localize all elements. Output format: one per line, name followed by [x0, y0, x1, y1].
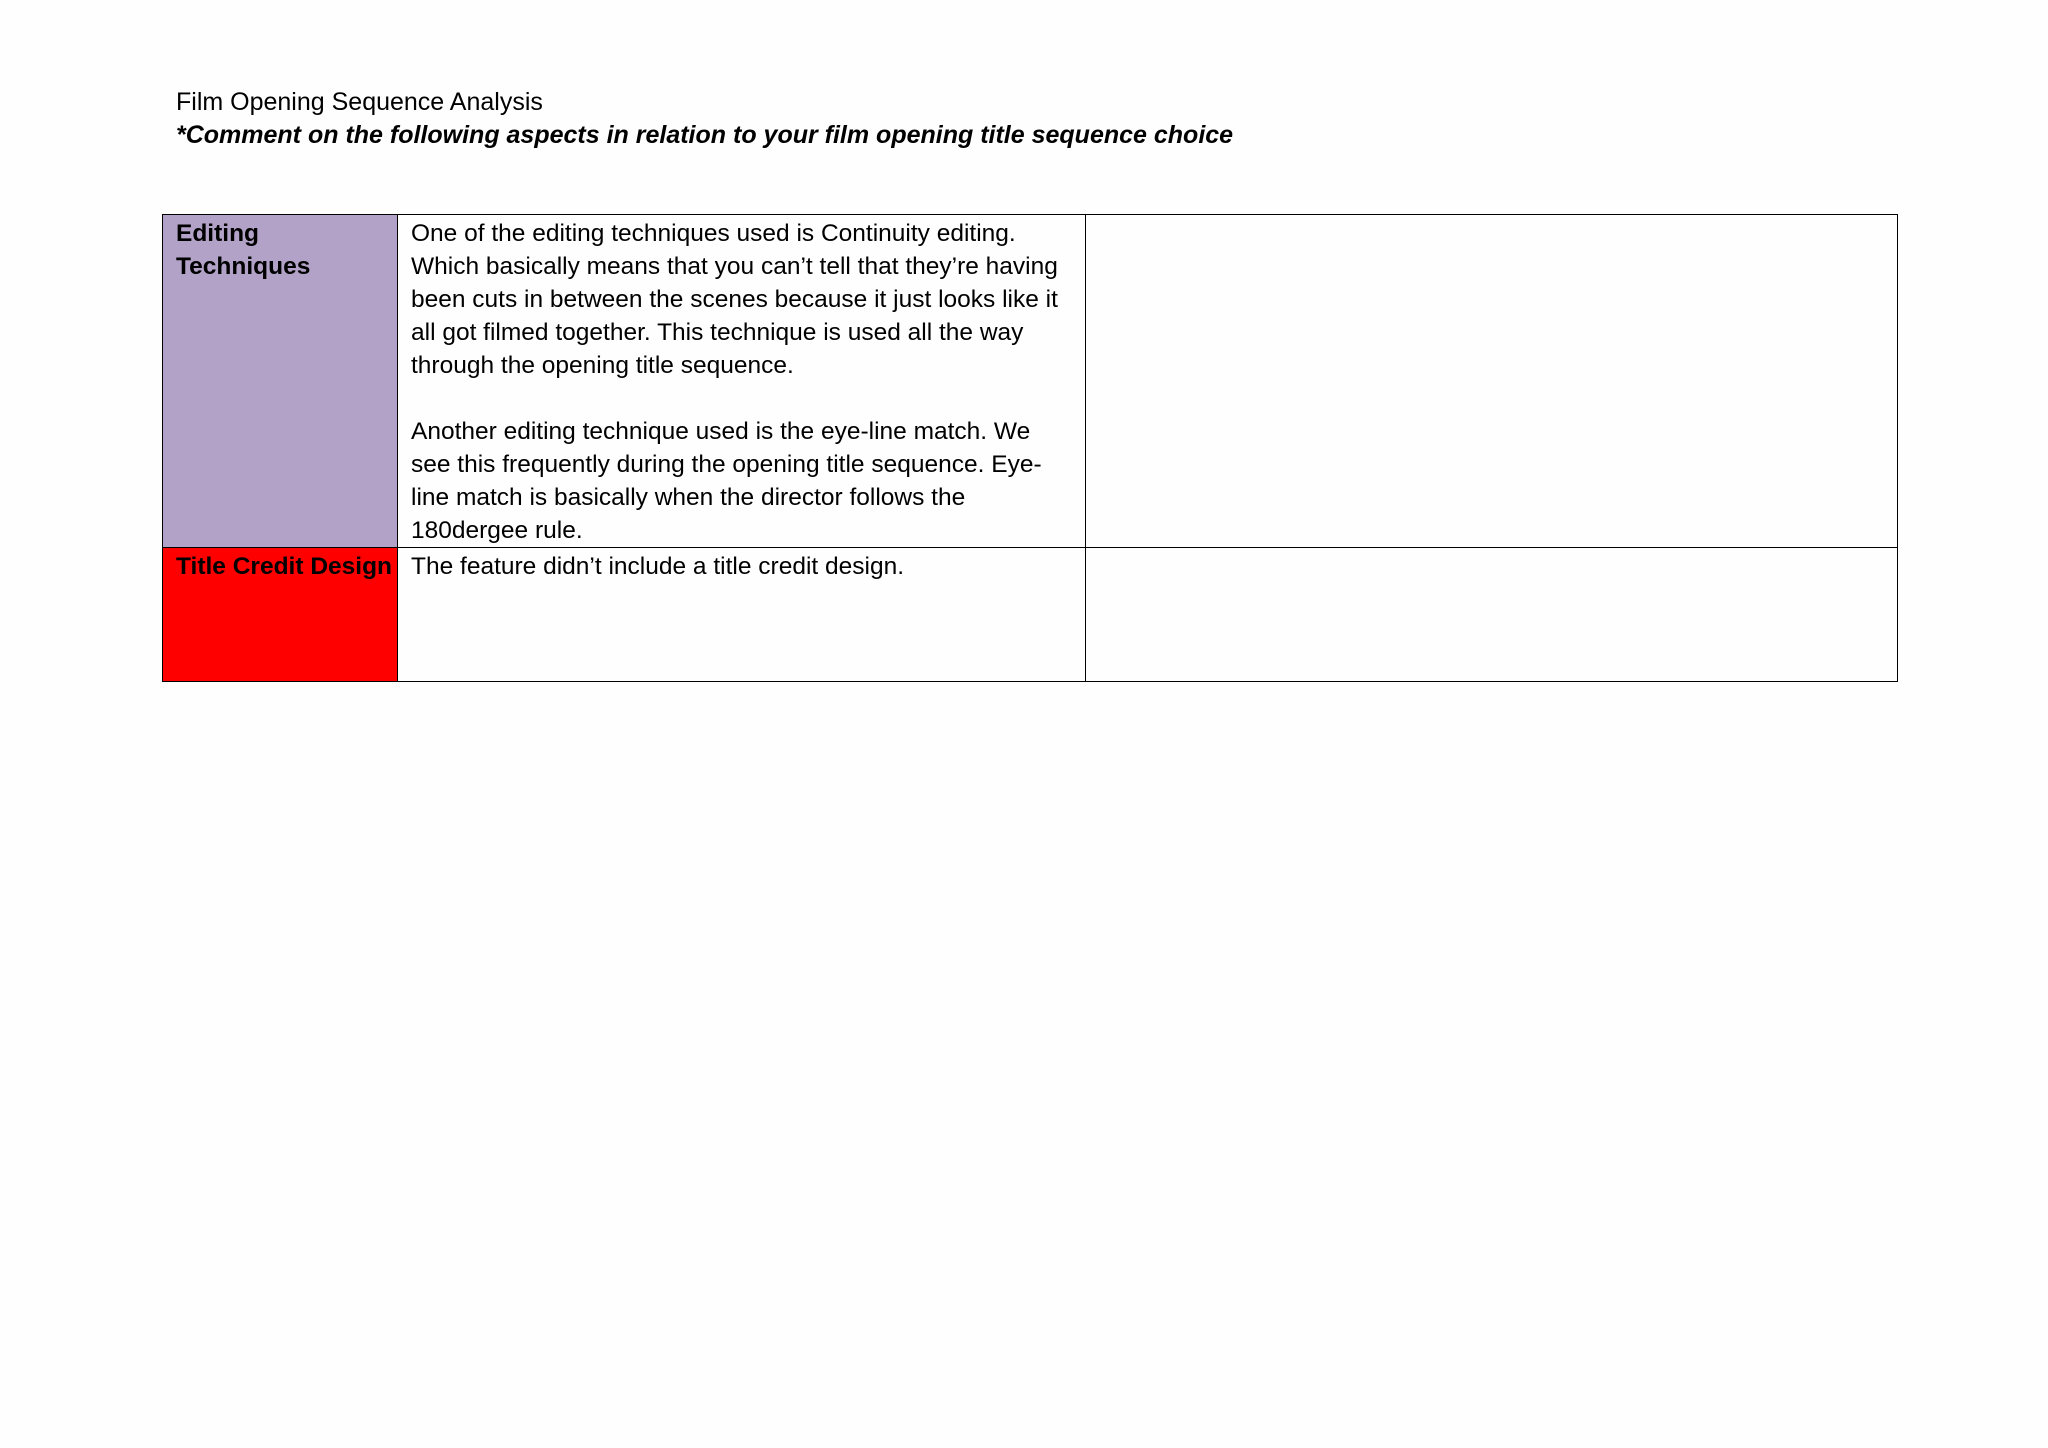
- row-content-title-credit-design[interactable]: [398, 548, 1086, 682]
- document-title: Film Opening Sequence Analysis: [176, 88, 543, 116]
- table-row: [163, 215, 1898, 548]
- content-paragraph: Another editing technique used is the eye-line match. We see this frequently during the opening title sequence. Eye-line match is basically when the director follows the 180dergee rule.: [411, 418, 1042, 544]
- row-label-title-credit-design[interactable]: Title Credit Design: [163, 548, 398, 682]
- table-row: [163, 548, 1898, 682]
- analysis-table: [162, 214, 1898, 682]
- row-content-editing-techniques[interactable]: [398, 215, 1086, 548]
- row-notes-title-credit-design[interactable]: [1086, 548, 1898, 682]
- content-paragraph: One of the editing techniques used is Continuity editing. Which basically means that you can’t tell that they’re having been cuts in between the scenes because it just looks like it all got filmed together. This technique is used all the way through the opening title sequence.: [411, 220, 1058, 379]
- row-notes-editing-techniques[interactable]: [1086, 215, 1898, 548]
- document-instruction: *Comment on the following aspects in relation to your film opening title sequence choice: [176, 121, 1234, 149]
- row-label-editing-techniques[interactable]: Editing Techniques: [163, 215, 398, 548]
- content-paragraph: The feature didn’t include a title credit design.: [411, 553, 905, 580]
